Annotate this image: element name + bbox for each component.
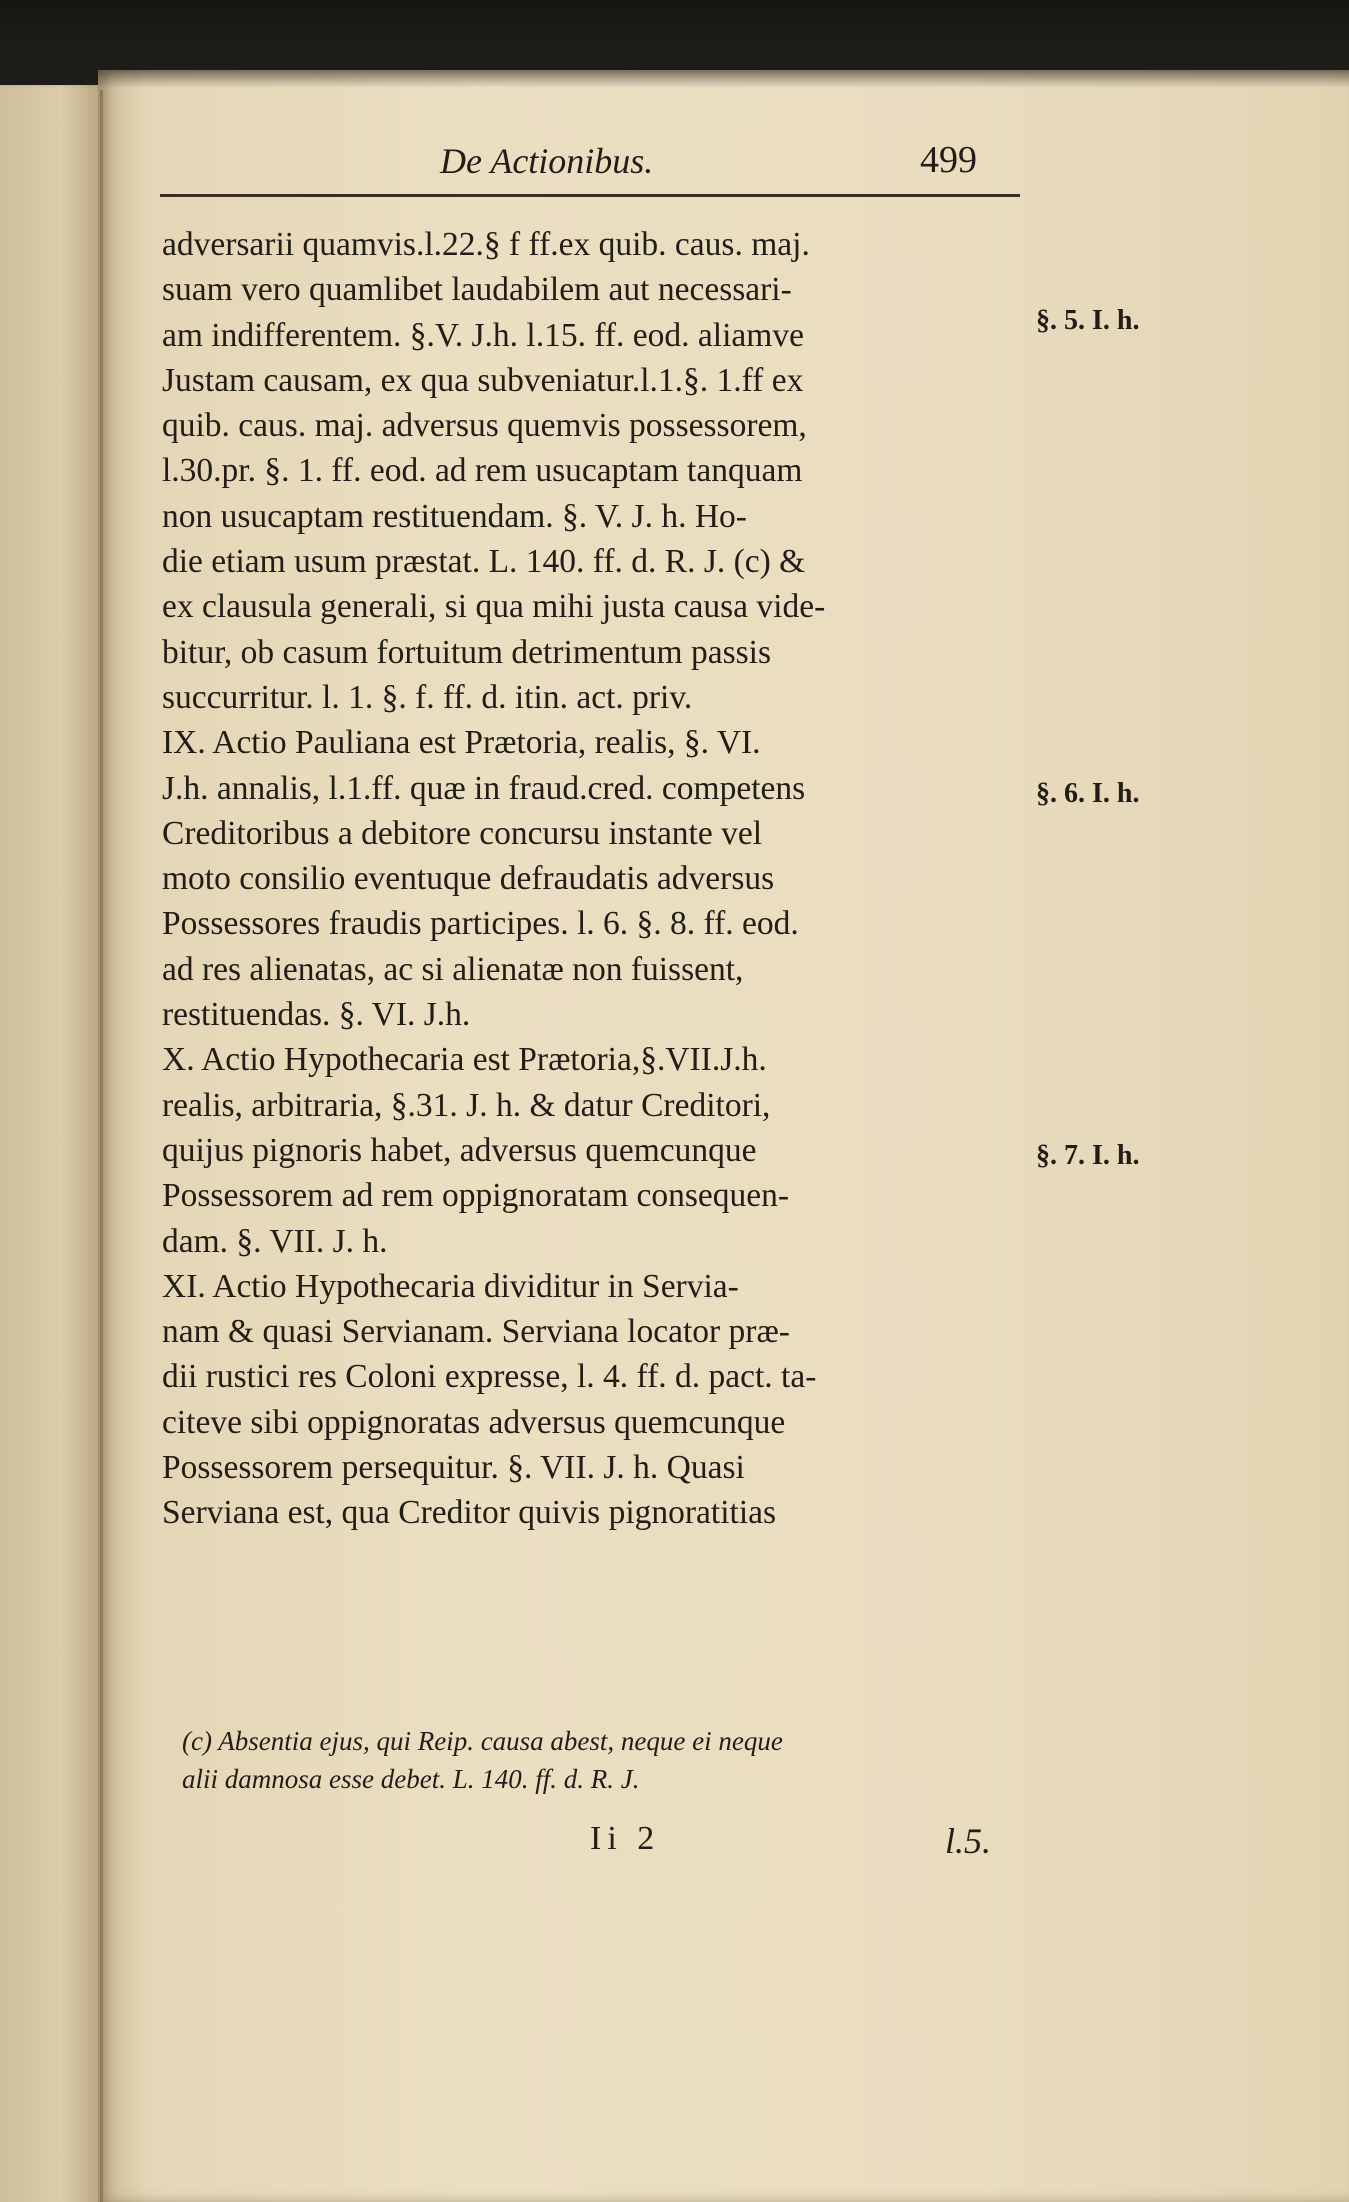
text-line: l.30.pr. §. 1. ff. eod. ad rem usucaptam tanquam bbox=[162, 452, 803, 490]
header-rule bbox=[160, 194, 1020, 197]
running-head: De Actionibus. bbox=[440, 141, 654, 181]
margin-note: §. 6. I. h. bbox=[1036, 778, 1140, 809]
text-line: am indifferentem. §.V. J.h. l.15. ff. eod. aliamve bbox=[162, 316, 804, 354]
text-line: XI. Actio Hypothecaria dividitur in Servia- bbox=[162, 1267, 739, 1305]
text-line: realis, arbitraria, §.31. J. h. & datur Creditori, bbox=[162, 1086, 771, 1124]
text-line: succurritur. l. 1. §. f. ff. d. itin. act. priv. bbox=[162, 678, 693, 716]
text-line: nam & quasi Servianam. Serviana locator præ- bbox=[162, 1313, 790, 1351]
previous-page-edge bbox=[0, 85, 100, 2202]
text-line: Creditoribus a debitore concursu instante vel bbox=[162, 814, 763, 852]
text-line: dii rustici res Coloni expresse, l. 4. ff. d. pact. ta- bbox=[162, 1358, 817, 1396]
page-number: 499 bbox=[920, 139, 977, 181]
text-line: non usucaptam restituendam. §. V. J. h. Ho- bbox=[162, 497, 747, 535]
text-line: adversarii quamvis.l.22.§ f ff.ex quib. caus. maj. bbox=[162, 226, 810, 263]
text-line: moto consilio eventuque defraudatis adversus bbox=[162, 860, 775, 898]
text-line: Serviana est, qua Creditor quivis pignoratitias bbox=[162, 1494, 777, 1532]
text-line: Possessorem ad rem oppignoratam consequen- bbox=[162, 1177, 790, 1215]
margin-note: §. 5. I. h. bbox=[1036, 305, 1140, 336]
gutter-line bbox=[100, 90, 103, 2202]
margin-note: §. 7. I. h. bbox=[1036, 1140, 1140, 1171]
text-line: J.h. annalis, l.1.ff. quæ in fraud.cred. competens bbox=[162, 769, 806, 807]
text-line: ad res alienatas, ac si alienatæ non fuissent, bbox=[162, 950, 744, 988]
text-line: Possessores fraudis participes. l. 6. §. 8. ff. eod. bbox=[162, 905, 799, 943]
text-line: Justam causam, ex qua subveniatur.l.1.§. 1.ff ex bbox=[162, 361, 804, 399]
page-header bbox=[160, 138, 1000, 194]
text-line: dam. §. VII. J. h. bbox=[162, 1222, 388, 1260]
footnote-line: (c) Absentia ejus, qui Reip. causa abest, neque ei neque bbox=[182, 1726, 783, 1756]
top-shadow bbox=[0, 0, 1349, 88]
signature-mark: Ii 2 bbox=[590, 1820, 661, 1857]
text-line: X. Actio Hypothecaria est Prætoria,§.VII.J.h. bbox=[162, 1041, 767, 1079]
text-line: suam vero quamlibet laudabilem aut necessari- bbox=[162, 271, 792, 309]
text-line: ex clausula generali, si qua mihi justa causa vide- bbox=[162, 588, 826, 626]
footnote bbox=[182, 1722, 1042, 1798]
text-line: restituendas. §. VI. J.h. bbox=[162, 996, 471, 1034]
catchword: l.5. bbox=[945, 1821, 992, 1861]
text-line: quib. caus. maj. adversus quemvis possessorem, bbox=[162, 407, 807, 445]
main-text bbox=[162, 222, 1002, 1536]
text-line: die etiam usum præstat. L. 140. ff. d. R. J. (c) & bbox=[162, 543, 806, 581]
text-line: bitur, ob casum fortuitum detrimentum passis bbox=[162, 633, 772, 671]
text-line: Possessorem persequitur. §. VII. J. h. Quasi bbox=[162, 1449, 745, 1487]
text-line: quijus pignoris habet, adversus quemcunque bbox=[162, 1131, 757, 1169]
text-line: IX. Actio Pauliana est Prætoria, realis, §. VI. bbox=[162, 724, 761, 762]
text-line: citeve sibi oppignoratas adversus quemcunque bbox=[162, 1403, 786, 1441]
footnote-line: alii damnosa esse debet. L. 140. ff. d. R. J. bbox=[182, 1764, 640, 1794]
